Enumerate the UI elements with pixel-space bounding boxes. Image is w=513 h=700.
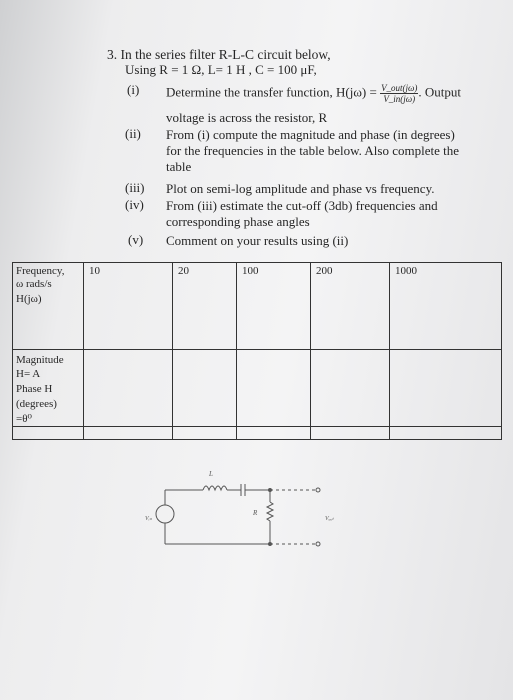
vout-label: Vₒᵤₜ [325,516,334,522]
part-iii-line-1: Plot on semi-log amplitude and phase vs frequency. [166,181,435,196]
row-label-phase: Phase H [16,383,53,395]
part-ii-line-2: for the frequencies in the table below. Also complete the [166,143,460,158]
part-iv-line-2: corresponding phase angles [166,214,310,229]
row-label-h: H(jω) [16,293,42,305]
part-ii-line-3: table [166,159,192,174]
part-number: (iv) [125,197,144,212]
row-label-phase-unit: (degrees) [16,398,57,410]
frequency-cell: 200 [316,265,333,277]
row-label-phase-symbol: =θ⁰ [16,413,32,425]
row-label-magnitude-symbol: H= A [16,368,41,380]
part-number: (ii) [125,126,141,141]
part-number: (i) [127,82,140,97]
part-number: (v) [128,232,144,247]
frequency-response-table [12,262,502,440]
question-title: 3. In the series filter R-L-C circuit below, [107,47,331,62]
header-frequency-label: Frequency, [16,265,65,277]
inductor-icon [203,486,227,490]
frequency-cell: 1000 [395,265,417,277]
inductor-label: L [209,470,213,478]
part-v-line-1: Comment on your results using (ii) [166,233,349,248]
frequency-cell: 20 [178,265,189,277]
frequency-cell: 100 [242,265,259,277]
voltage-source-icon [156,505,174,523]
part-i-line-1: Determine the transfer function, H(jω) = $\frac{\text{V\_out(jω)}}{V\_in(j\omega)}$ . Output [166,83,462,104]
part-iv-line-1: From (iii) estimate the cut-off (3db) frequencies and [166,198,438,213]
frequency-cell: 10 [89,265,100,277]
part-number: (iii) [125,180,145,195]
question-given-values: Using R = 1 Ω, L= 1 H , C = 100 μF, [125,62,317,77]
resistor-label: R [253,509,258,517]
row-label-magnitude: Magnitude [16,354,64,366]
rlc-circuit-diagram [145,462,345,557]
resistor-icon [267,502,273,521]
vin-label: Vᵢₙ [145,516,153,522]
part-ii-line-1: From (i) compute the magnitude and phase (in degrees) [166,127,455,142]
part-i-line-2: voltage is across the resistor, R [166,110,328,125]
header-omega-label: ω rads/s [16,278,52,290]
transfer-function-fraction: $\frac{\text{V\_out(jω)}}{V\_in(j\omega)}$ [381,83,418,104]
